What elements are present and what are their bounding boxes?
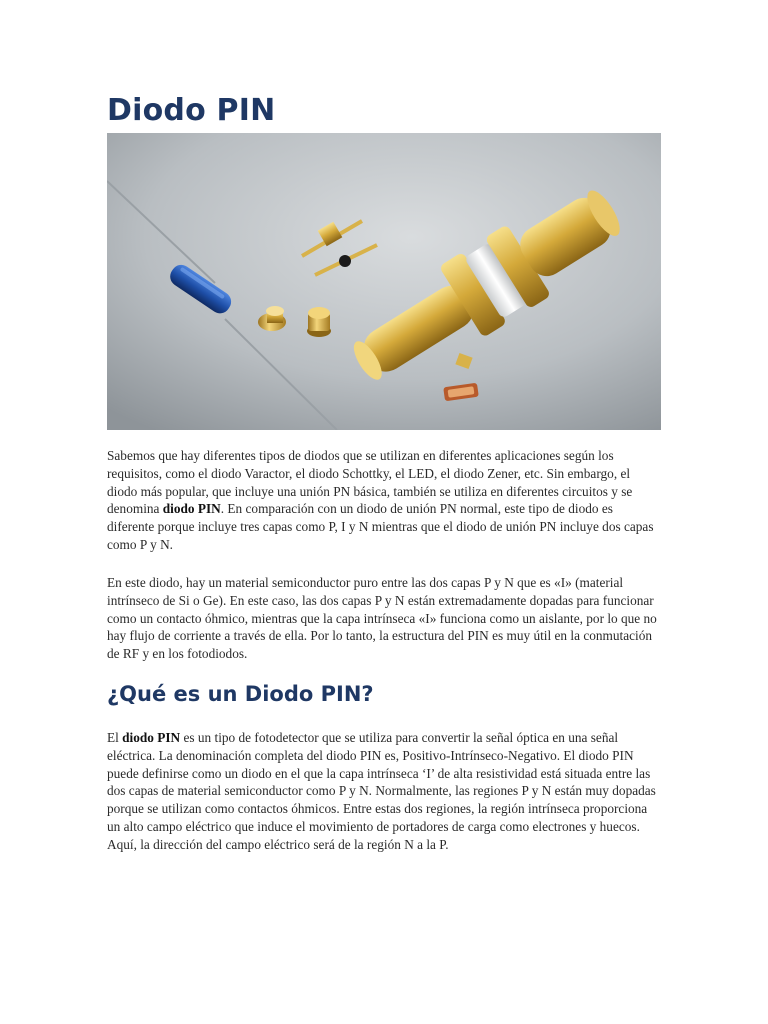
intro-bold-term: diodo PIN <box>162 501 221 517</box>
definition-text-part2: es un tipo de fotodetector que se utiliza para convertir la señal óptica en una señal eléctrica. La denominación completa del diodo PIN es, Positivo-Intrínseco-Negativo. El diodo PIN puede definirse como un diodo en el que la capa intrínseca ‘I’ de alta resistividad está situada entre las dos capas de material semiconductor como P y N. Normalmente, las regiones P y N están muy dopadas porque se utilizan como contactos óhmicos. Entre estas dos regiones, la región intrínseca proporciona un alto campo eléctrico que induce el movimiento de portadores de carga como electrones y huecos. Aquí, la dirección del campo eléctrico será de la región N a la P. <box>107 730 656 852</box>
intro-paragraph <box>107 447 663 554</box>
definition-text-part1: El <box>107 730 123 745</box>
definition-bold-term: diodo PIN <box>122 730 181 745</box>
page-title: Diodo PIN <box>107 93 276 128</box>
structure-paragraph: En este diodo, hay un material semiconductor puro entre las dos capas P y N que es «I» (material intrínseco de Si o Ge). En este caso, las dos capas P y N están extremadamente dopadas para funcionar como un contacto óhmico, mientras que la capa intrínseca «I» funciona como un aislante, por lo que no hay flujo de corriente a través de ella. Por lo tanto, la estructura del PIN es muy útil en la conmutación de RF y en los fotodiodos. <box>107 575 657 662</box>
intro-text-part1: Sabemos que hay diferentes tipos de diodos que se utilizan en diferentes aplicaciones según los requisitos, como el diodo Varactor, el diodo Schottky, el LED, el diodo Zener, etc. Sin embargo, el diodo más popular, que incluye una unión PN básica, también se utiliza en diferentes circuitos y se denomina <box>107 448 633 517</box>
definition-paragraph <box>107 729 663 854</box>
pin-diodes-photo <box>107 133 661 430</box>
intro-text-part2: . En comparación con un diodo de unión PN normal, este tipo de diodo es diferente porque incluye tres capas como P, I y N mientras que el diodo de unión PN incluye dos capas como P y N. <box>107 501 654 552</box>
section-heading: ¿Qué es un Diodo PIN? <box>107 682 374 706</box>
